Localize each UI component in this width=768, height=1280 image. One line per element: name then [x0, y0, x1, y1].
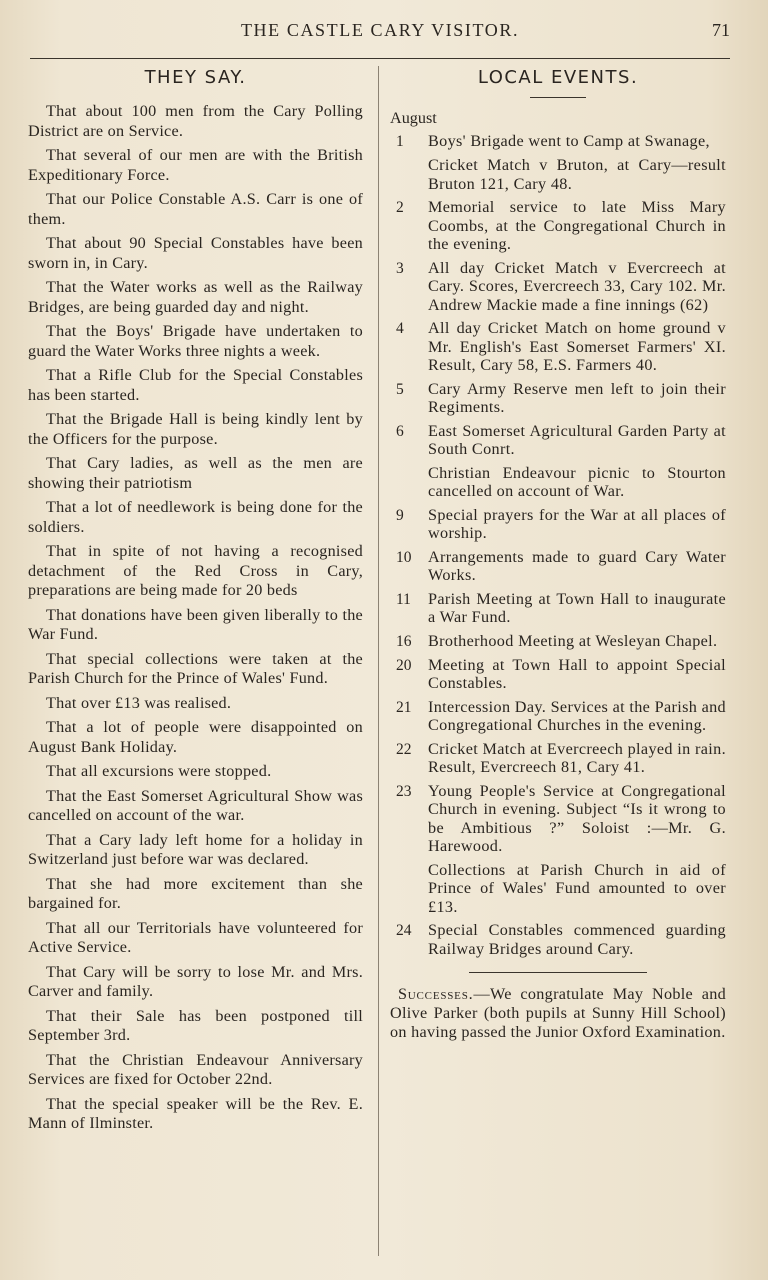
event-item [390, 259, 726, 315]
they-say-item: That a Cary lady left home for a holiday in Switzerland just before war was declared. [28, 830, 363, 868]
event-item [390, 380, 726, 417]
event-item [390, 782, 726, 856]
event-text: Collections at Parish Church in aid of Prince of Wales' Fund amounted to over £13. [428, 860, 726, 916]
they-say-item: That she had more excitement than she bargained for. [28, 874, 363, 912]
event-item [390, 422, 726, 459]
event-day: 4 [396, 320, 404, 337]
they-say-item: That their Sale has been postponed till September 3rd. [28, 1006, 363, 1044]
event-item [390, 319, 726, 375]
event-day: 10 [396, 548, 412, 566]
they-say-item: That Cary will be sorry to lose Mr. and Mrs. Carver and family. [28, 962, 363, 1000]
page-header [30, 18, 730, 48]
they-say-item: That all our Territorials have volunteered for Active Service. [28, 918, 363, 956]
event-day: 9 [396, 506, 404, 524]
they-say-item: That a lot of needlework is being done for the soldiers. [28, 498, 363, 536]
they-say-column [28, 64, 363, 1139]
event-day: 3 [396, 259, 404, 277]
they-say-item: That our Police Constable A.S. Carr is one of them. [28, 190, 363, 228]
event-text: All day Cricket Match v Evercreech at Cary. Scores, Evercreech 33, Cary 102. Mr. Andrew Mackie made a fine innings (62) [428, 258, 726, 314]
event-item [390, 740, 726, 777]
event-day: 2 [396, 199, 404, 216]
event-text: Special prayers for the War at all places of worship. [428, 505, 726, 542]
event-text: Meeting at Town Hall to appoint Special Constables. [428, 655, 726, 692]
successes-text: —We congratulate May Noble and Olive Parker (both pupils at Sunny Hill School) on having passed the Junior Oxford Examination. [390, 985, 726, 1041]
successes-paragraph [390, 985, 726, 1042]
event-day: 20 [396, 656, 412, 674]
event-day: 11 [396, 590, 411, 608]
event-day: 16 [396, 632, 412, 650]
they-say-list [28, 102, 363, 1134]
they-say-item: That about 100 men from the Cary Polling District are on Service. [28, 102, 363, 140]
event-month: August [390, 109, 437, 127]
they-say-item: That donations have been given liberally to the War Fund. [28, 605, 363, 643]
they-say-item: That the East Somerset Agricultural Show was cancelled on account of the war. [28, 786, 363, 824]
event-item [390, 698, 726, 735]
event-day: 6 [396, 422, 404, 440]
they-say-item: That the special speaker will be the Rev. E. Mann of Ilminster. [28, 1094, 363, 1132]
event-item [390, 548, 726, 585]
event-item [390, 464, 726, 501]
column-divider [378, 66, 379, 1256]
they-say-item: That the Brigade Hall is being kindly lent by the Officers for the purpose. [28, 410, 363, 448]
event-item [390, 921, 726, 958]
event-text: All day Cricket Match on home ground v Mr. English's East Somerset Farmers' XI. Result, Cary 58, E.S. Farmers 40. [428, 319, 726, 374]
they-say-item: That a lot of people were disappointed on August Bank Holiday. [28, 718, 363, 756]
they-say-item: That the Water works as well as the Railway Bridges, are being guarded day and night. [28, 278, 363, 316]
they-say-item: That the Christian Endeavour Anniversary Services are fixed for October 22nd. [28, 1050, 363, 1088]
event-text: Arrangements made to guard Cary Water Works. [428, 547, 726, 584]
header-rule [30, 58, 730, 59]
event-item [390, 861, 726, 917]
they-say-item: That in spite of not having a recognised detachment of the Red Cross in Cary, preparations are being made for 20 beds [28, 542, 363, 599]
event-text: Cary Army Reserve men left to join their Regiments. [428, 379, 726, 416]
event-day: 1 [396, 133, 404, 150]
local-events-heading: LOCAL EVENTS. [477, 67, 639, 88]
event-text: Cricket Match v Bruton, at Cary—result Bruton 121, Cary 48. [428, 156, 726, 193]
they-say-item: That Cary ladies, as well as the men are showing their patriotism [28, 454, 363, 492]
event-item [390, 590, 726, 627]
event-item [390, 656, 726, 693]
page-number: 71 [712, 20, 730, 40]
event-text: Christian Endeavour picnic to Stourton cancelled on account of War. [428, 463, 726, 500]
event-text: Brotherhood Meeting at Wesleyan Chapel. [428, 631, 718, 650]
event-list [390, 132, 726, 958]
event-text: East Somerset Agricultural Garden Party at South Conrt. [428, 421, 726, 458]
event-text: Boys' Brigade went to Camp at Swanage, [428, 132, 710, 150]
event-text: Young People's Service at Congregational Church in evening. Subject “Is it wrong to be Ambitious ?” Soloist :—Mr. G. Harewood. [428, 781, 726, 855]
they-say-item: That special collections were taken at the Parish Church for the Prince of Wales' Fund. [28, 649, 363, 687]
they-say-item: That the Boys' Brigade have undertaken to guard the Water Works three nights a week. [28, 322, 363, 360]
they-say-item: That about 90 Special Constables have been sworn in, in Cary. [28, 234, 363, 272]
event-day: 5 [396, 380, 404, 398]
event-item [390, 156, 726, 193]
successes-label: Successes. [398, 985, 474, 1003]
event-item [390, 506, 726, 543]
they-say-item: That several of our men are with the British Expeditionary Force. [28, 146, 363, 184]
they-say-item: That all excursions were stopped. [46, 762, 272, 780]
heading-rule [530, 97, 586, 98]
event-item [390, 198, 726, 254]
they-say-heading: THEY SAY. [144, 67, 247, 88]
local-events-column [390, 64, 726, 1042]
event-day: 24 [396, 922, 412, 939]
event-day: 23 [396, 782, 412, 800]
they-say-item: That over £13 was realised. [46, 693, 232, 712]
event-text: Special Constables commenced guarding Railway Bridges around Cary. [428, 921, 726, 958]
event-text: Intercession Day. Services at the Parish and Congregational Churches in the evening. [428, 697, 726, 734]
event-text: Cricket Match at Evercreech played in rain. Result, Evercreech 81, Cary 41. [428, 739, 726, 776]
event-day: 21 [396, 698, 412, 716]
event-item [390, 132, 726, 151]
event-text: Memorial service to late Miss Mary Coombs, at the Congregational Church in the evening. [428, 198, 726, 253]
event-day: 22 [396, 740, 412, 758]
publication-title: THE CASTLE CARY VISITOR. [240, 20, 520, 40]
they-say-item: That a Rifle Club for the Special Constables has been started. [28, 366, 363, 404]
successes-rule [469, 972, 647, 973]
event-item [390, 632, 726, 651]
event-text: Parish Meeting at Town Hall to inaugurate a War Fund. [428, 589, 726, 626]
